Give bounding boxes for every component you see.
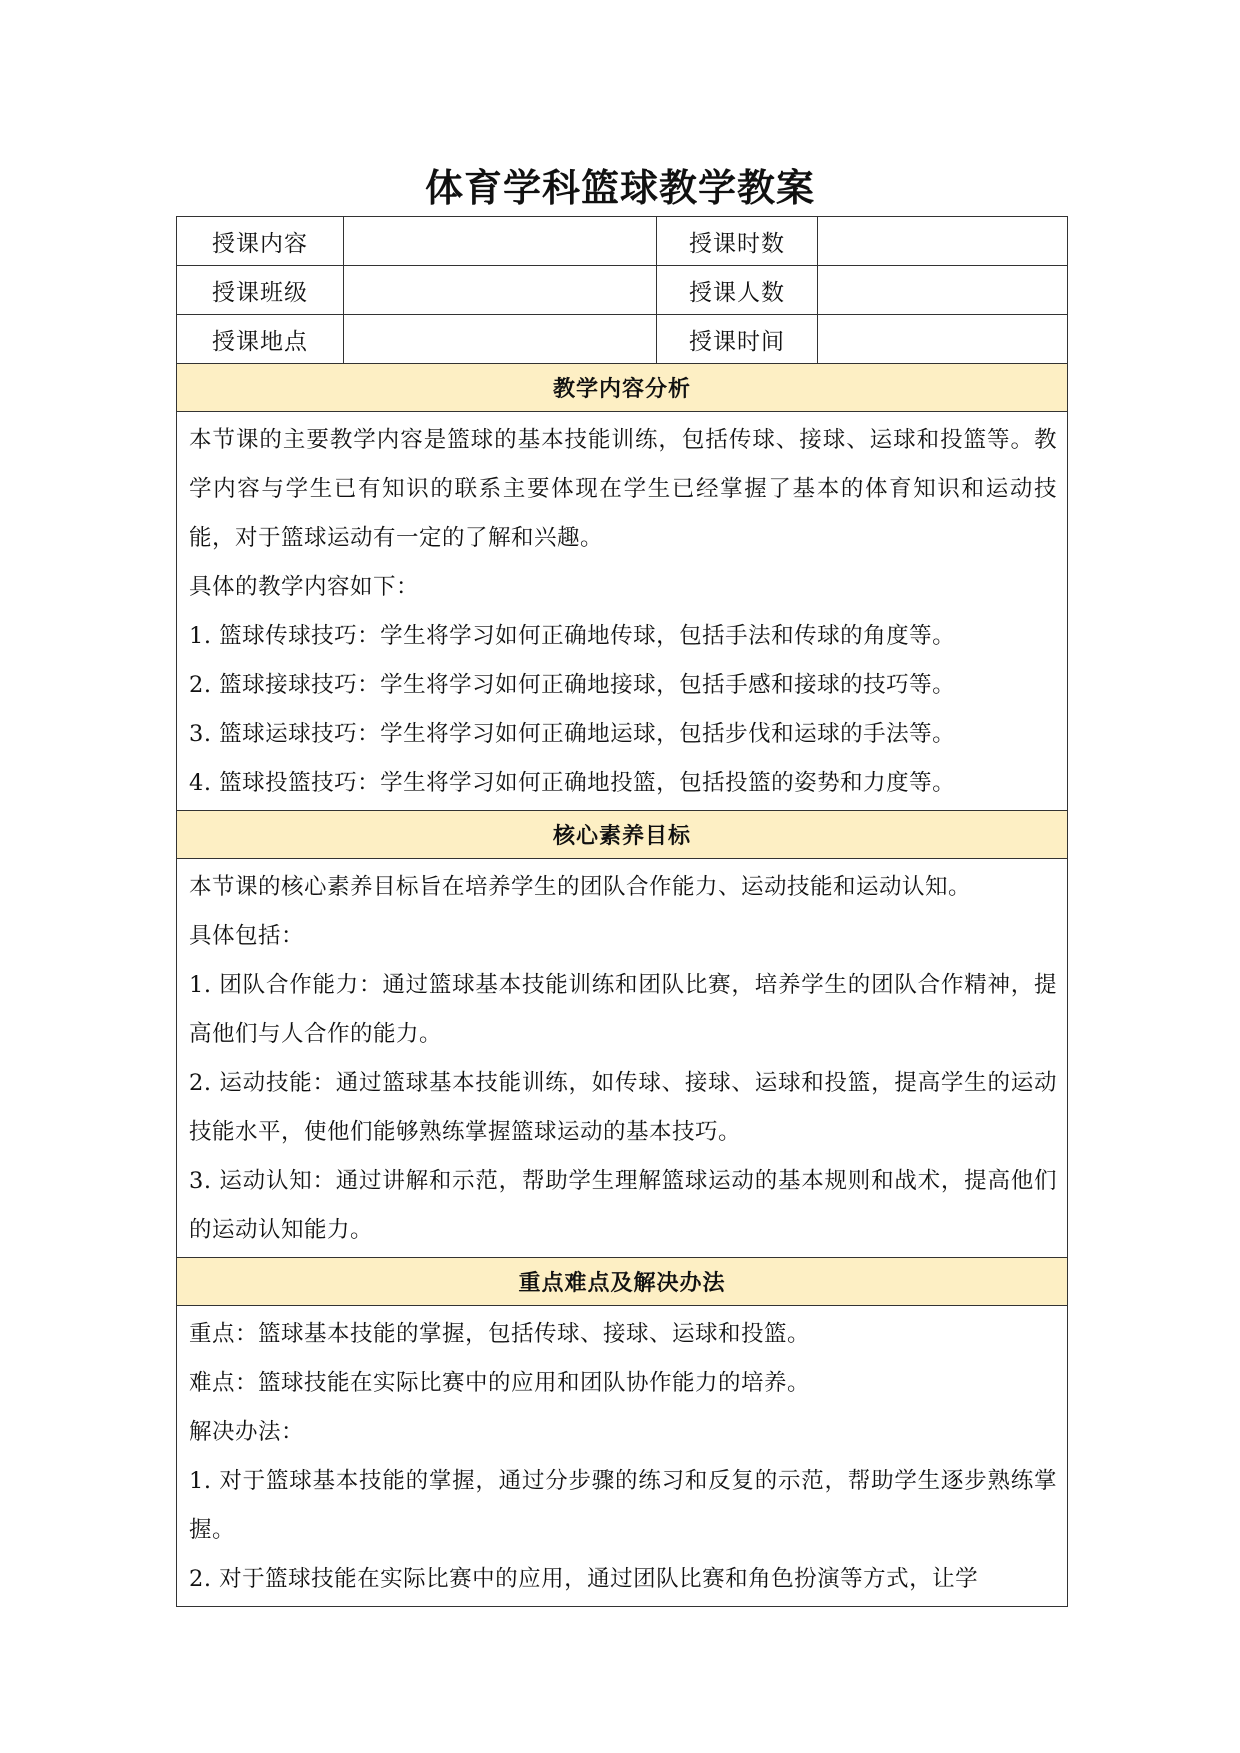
list-item: 2. 运动技能：通过篮球基本技能训练，如传球、接球、运球和投篮，提高学生的运动技能水平，使他们能够熟练掌握篮球运动的基本技巧。 (189, 1070, 1057, 1145)
list-item: 1. 篮球传球技巧：学生将学习如何正确地传球，包括手法和传球的角度等。 (189, 623, 956, 649)
section-heading: 重点难点及解决办法 (177, 1258, 1068, 1306)
paragraph: 解决办法： (189, 1419, 305, 1445)
info-row-content (177, 217, 1068, 266)
paragraph: 具体的教学内容如下： (189, 574, 420, 600)
list-item: 3. 篮球运球技巧：学生将学习如何正确地运球，包括步伐和运球的手法等。 (189, 721, 956, 747)
page-title: 体育学科篮球教学教案 (424, 166, 815, 210)
list-item: 1. 对于篮球基本技能的掌握，通过分步骤的练习和反复的示范，帮助学生逐步熟练掌握。 (189, 1468, 1057, 1543)
section-body-core-literacy (177, 859, 1068, 1258)
value-lesson-class[interactable] (344, 266, 657, 315)
label-lesson-location: 授课地点 (177, 315, 344, 364)
paragraph: 难点：篮球技能在实际比赛中的应用和团队协作能力的培养。 (189, 1370, 811, 1396)
section-heading: 教学内容分析 (177, 364, 1068, 412)
paragraph: 具体包括： (189, 923, 305, 949)
label-student-count: 授课人数 (657, 266, 818, 315)
label-lesson-content: 授课内容 (177, 217, 344, 266)
label-lesson-class: 授课班级 (177, 266, 344, 315)
value-lesson-content[interactable] (344, 217, 657, 266)
lesson-plan-table (176, 216, 1068, 1607)
list-item: 2. 对于篮球技能在实际比赛中的应用，通过团队比赛和角色扮演等方式，让学 (189, 1566, 979, 1592)
section-header-content-analysis (177, 364, 1068, 412)
value-lesson-location[interactable] (344, 315, 657, 364)
paragraph: 本节课的核心素养目标旨在培养学生的团队合作能力、运动技能和运动认知。 (189, 874, 972, 900)
list-item: 4. 篮球投篮技巧：学生将学习如何正确地投篮，包括投篮的姿势和力度等。 (189, 770, 956, 796)
list-item: 2. 篮球接球技巧：学生将学习如何正确地接球，包括手感和接球的技巧等。 (189, 672, 956, 698)
section-header-key-difficulties (177, 1258, 1068, 1306)
value-lesson-time[interactable] (818, 315, 1068, 364)
value-lesson-hours[interactable] (818, 217, 1068, 266)
section-header-core-literacy (177, 811, 1068, 859)
paragraph: 重点：篮球基本技能的掌握，包括传球、接球、运球和投篮。 (189, 1321, 811, 1347)
paragraph: 本节课的主要教学内容是篮球的基本技能训练，包括传球、接球、运球和投篮等。教学内容与学生已有知识的联系主要体现在学生已经掌握了基本的体育知识和运动技能，对于篮球运动有一定的了解和兴趣。 (189, 427, 1057, 551)
list-item: 1. 团队合作能力：通过篮球基本技能训练和团队比赛，培养学生的团队合作精神，提高他们与人合作的能力。 (189, 972, 1057, 1047)
label-lesson-hours: 授课时数 (657, 217, 818, 266)
label-lesson-time: 授课时间 (657, 315, 818, 364)
info-row-location (177, 315, 1068, 364)
value-student-count[interactable] (818, 266, 1068, 315)
info-row-class (177, 266, 1068, 315)
section-body-key-difficulties (177, 1306, 1068, 1607)
section-heading: 核心素养目标 (177, 811, 1068, 859)
section-body-content-analysis (177, 412, 1068, 811)
list-item: 3. 运动认知：通过讲解和示范，帮助学生理解篮球运动的基本规则和战术，提高他们的运动认知能力。 (189, 1168, 1057, 1243)
